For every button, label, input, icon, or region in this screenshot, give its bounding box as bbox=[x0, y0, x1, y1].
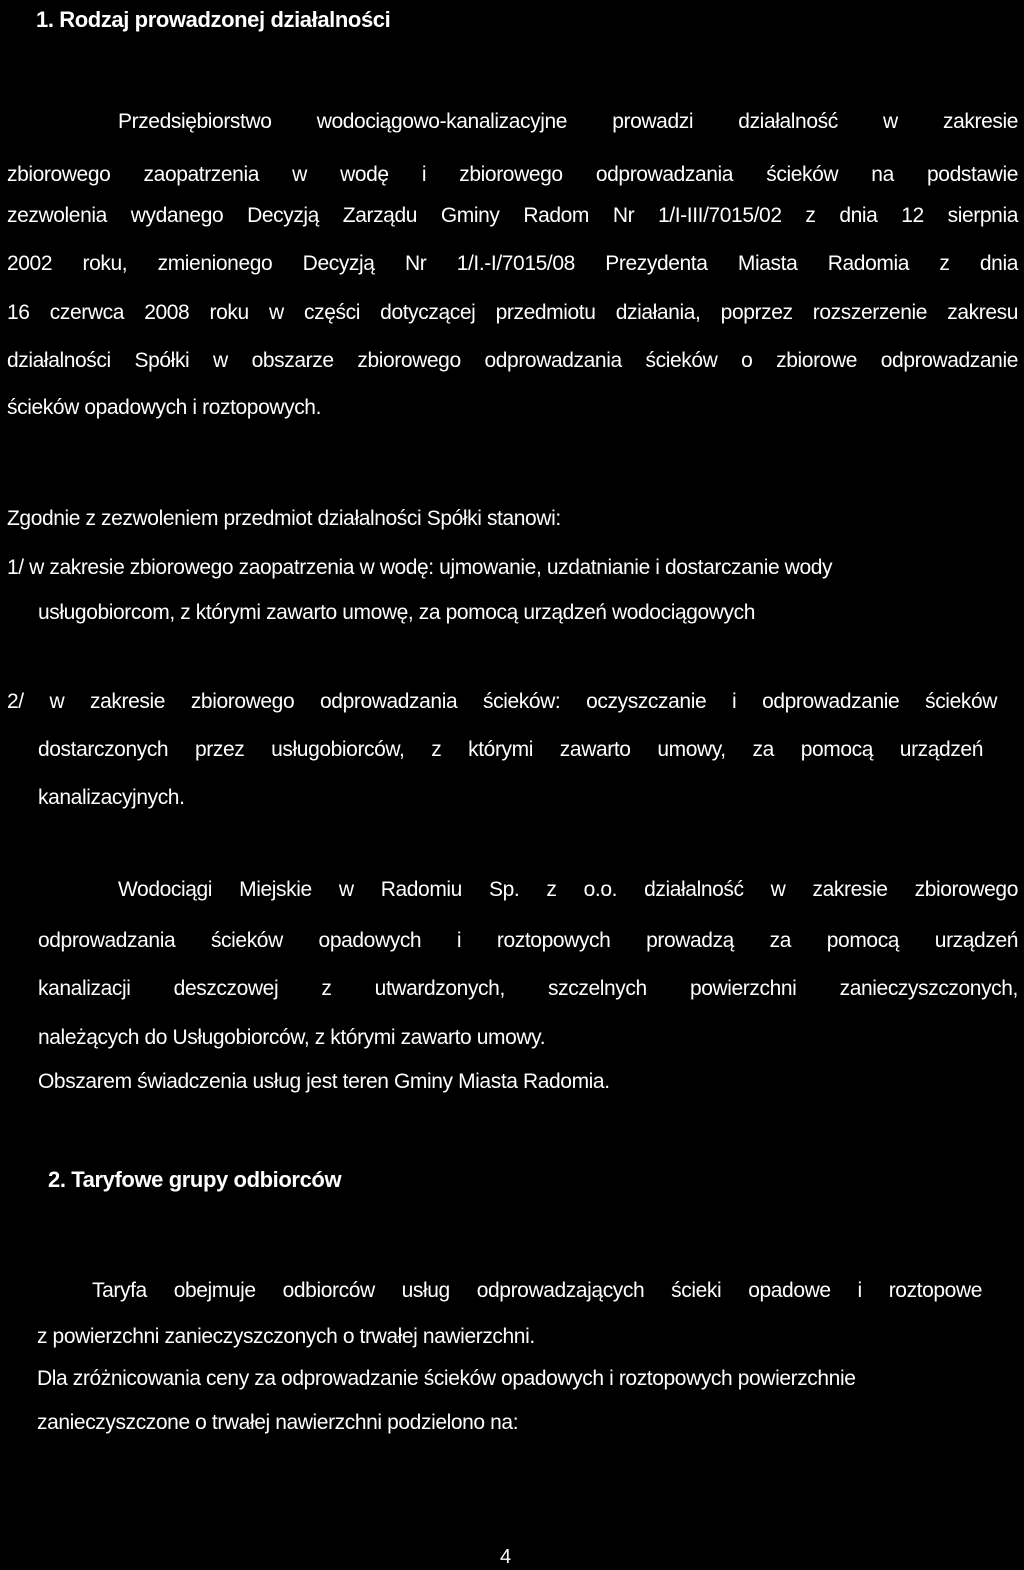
paragraph-line: zanieczyszczone o trwałej nawierzchni podzielono na: bbox=[37, 1411, 519, 1434]
list-item-line: usługobiorcom, z którymi zawarto umowę, za pomocą urządzeń wodociągowych bbox=[38, 601, 756, 624]
paragraph-line: Przedsiębiorstwo wodociągowo-kanalizacyjne prowadzi działalność w zakresie bbox=[118, 110, 1018, 133]
paragraph-line: odprowadzania ścieków opadowych i roztopowych prowadzą za pomocą urządzeń bbox=[38, 929, 1018, 952]
list-intro: Zgodnie z zezwoleniem przedmiot działalności Spółki stanowi: bbox=[7, 507, 561, 530]
paragraph-line: 16 czerwca 2008 roku w części dotyczącej przedmiotu działania, poprzez rozszerzenie zakresu bbox=[7, 301, 1018, 324]
paragraph-line: Taryfa obejmuje odbiorców usług odprowadzających ścieki opadowe i roztopowe bbox=[92, 1279, 982, 1302]
paragraph-line: Wodociągi Miejskie w Radomiu Sp. z o.o. działalność w zakresie zbiorowego bbox=[118, 878, 1018, 901]
list-item-line: dostarczonych przez usługobiorców, z którymi zawarto umowy, za pomocą urządzeń bbox=[38, 738, 983, 761]
service-area: Obszarem świadczenia usług jest teren Gminy Miasta Radomia. bbox=[38, 1070, 610, 1093]
list-item-line: 2/ w zakresie zbiorowego odprowadzania ścieków: oczyszczanie i odprowadzanie ścieków bbox=[7, 690, 997, 713]
paragraph-line: 2002 roku, zmienionego Decyzją Nr 1/I.-I/7015/08 Prezydenta Miasta Radomia z dnia bbox=[7, 252, 1018, 275]
list-item-line: 1/ w zakresie zbiorowego zaopatrzenia w wodę: ujmowanie, uzdatnianie i dostarczanie wody bbox=[7, 556, 833, 579]
paragraph-line: należących do Usługobiorców, z którymi zawarto umowy. bbox=[38, 1026, 546, 1049]
page-number: 4 bbox=[500, 1546, 512, 1568]
section-1-heading: 1. Rodzaj prowadzonej działalności bbox=[36, 7, 391, 32]
paragraph-line: ścieków opadowych i roztopowych. bbox=[7, 396, 322, 419]
paragraph-line: Dla zróżnicowania ceny za odprowadzanie ścieków opadowych i roztopowych powierzchnie bbox=[37, 1367, 856, 1390]
paragraph-line: działalności Spółki w obszarze zbiorowego odprowadzania ścieków o zbiorowe odprowadzanie bbox=[7, 349, 1018, 372]
section-2-heading: 2. Taryfowe grupy odbiorców bbox=[48, 1167, 342, 1192]
paragraph-line: zezwolenia wydanego Decyzją Zarządu Gminy Radom Nr 1/I-III/7015/02 z dnia 12 sierpnia bbox=[7, 204, 1018, 227]
paragraph-line: kanalizacji deszczowej z utwardzonych, szczelnych powierzchni zanieczyszczonych, bbox=[38, 977, 1018, 1000]
list-item-line: kanalizacyjnych. bbox=[38, 786, 185, 809]
paragraph-line: zbiorowego zaopatrzenia w wodę i zbiorowego odprowadzania ścieków na podstawie bbox=[7, 163, 1018, 186]
paragraph-line: z powierzchni zanieczyszczonych o trwałej nawierzchni. bbox=[37, 1325, 535, 1348]
